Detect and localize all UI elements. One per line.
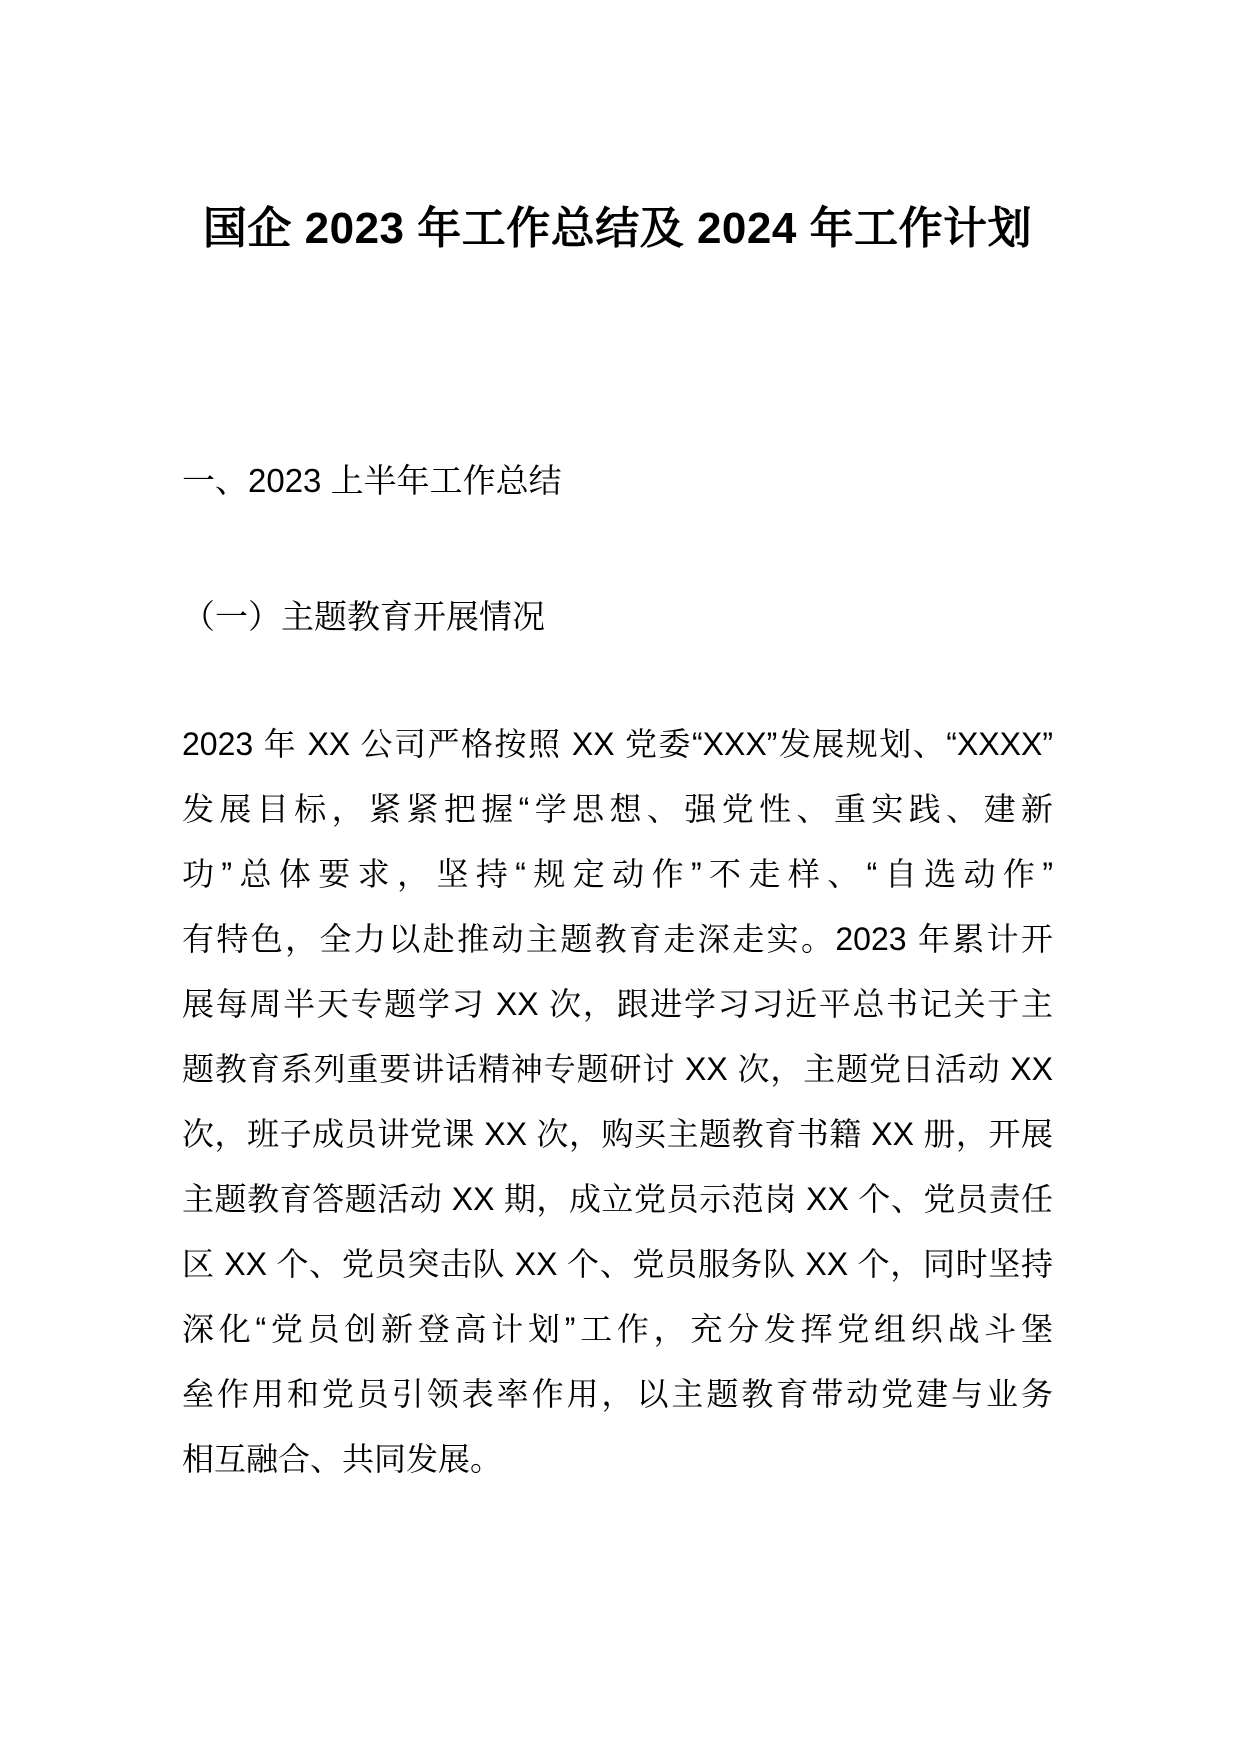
body-paragraph: [182, 712, 1053, 1492]
paragraph-line: 展每周半天专题学习 XX 次，跟进学习习近平总书记关于主: [182, 986, 1053, 1022]
paragraph-line: 次，班子成员讲党课 XX 次，购买主题教育书籍 XX 册，开展: [182, 1116, 1053, 1152]
paragraph-line: 垒作用和党员引领表率作用，以主题教育带动党建与业务: [182, 1376, 1053, 1412]
paragraph-line: 2023 年 XX 公司严格按照 XX 党委“XXX”发展规划、“XXXX”: [182, 726, 1053, 762]
paragraph-line: 题教育系列重要讲话精神专题研讨 XX 次，主题党日活动 XX: [182, 1051, 1053, 1087]
paragraph-line: 相互融合、共同发展。: [182, 1441, 503, 1477]
paragraph-line: 功”总体要求，坚持“规定动作”不走样、“自选动作”: [182, 856, 1053, 892]
paragraph-line: 发展目标，紧紧把握“学思想、强党性、重实践、建新: [182, 791, 1053, 827]
document-title: 国企 2023 年工作总结及 2024 年工作计划: [202, 204, 1033, 253]
paragraph-line: 有特色，全力以赴推动主题教育走深走实。2023 年累计开: [182, 921, 1053, 957]
section-heading-level1: 一、2023 上半年工作总结: [182, 462, 562, 499]
paragraph-line: 深化“党员创新登高计划”工作，充分发挥党组织战斗堡: [182, 1311, 1053, 1347]
section-heading-level2: （一）主题教育开展情况: [182, 598, 545, 635]
paragraph-line: 主题教育答题活动 XX 期，成立党员示范岗 XX 个、党员责任: [182, 1181, 1053, 1217]
paragraph-line: 区 XX 个、党员突击队 XX 个、党员服务队 XX 个，同时坚持: [182, 1246, 1053, 1282]
